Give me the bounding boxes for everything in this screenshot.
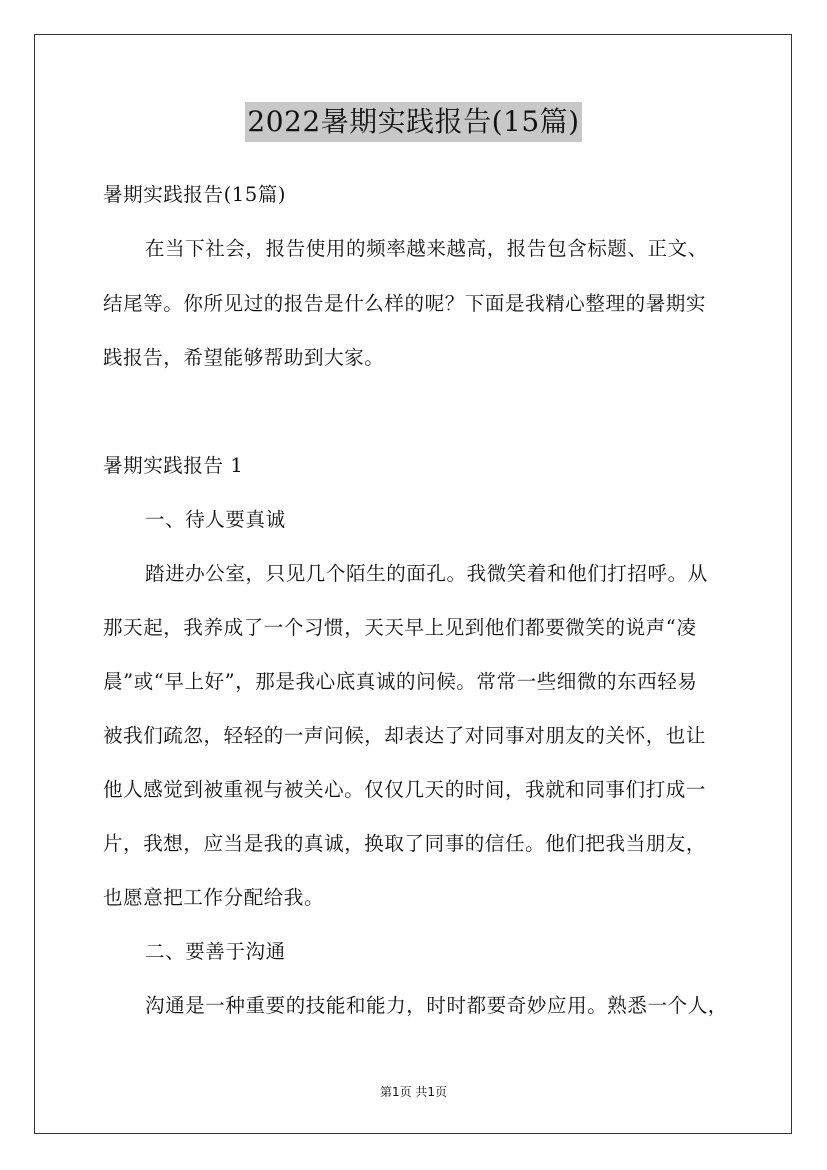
paragraph-1-line-6: 片，我想，应当是我的真诚，换取了同事的信任。他们把我当朋友， xyxy=(103,832,707,855)
paragraph-2-line-1: 沟通是一种重要的技能和能力，时时都要奇妙应用。熟悉一个人， xyxy=(145,994,728,1017)
paragraph-1-line-3: 晨”或“早上好”，那是我心底真诚的问候。常常一些细微的东西轻易 xyxy=(103,670,698,693)
document-title-wrap xyxy=(0,102,827,142)
intro-line-2: 结尾等。你所见过的报告是什么样的呢？下面是我精心整理的暑期实 xyxy=(103,292,707,315)
heading-1: 一、待人要真诚 xyxy=(145,508,286,531)
intro-line-3: 践报告，希望能够帮助到大家。 xyxy=(103,346,385,369)
paragraph-1-line-4: 被我们疏忽，轻轻的一声问候，却表达了对同事对朋友的关怀，也让 xyxy=(103,724,707,747)
paragraph-1-line-7: 也愿意把工作分配给我。 xyxy=(103,886,325,909)
page-footer: 第1页 共1页 xyxy=(379,1085,448,1099)
paragraph-1-line-5: 他人感觉到被重视与被关心。仅仅几天的时间，我就和同事们打成一 xyxy=(103,778,707,801)
intro-line-1: 在当下社会，报告使用的频率越来越高，报告包含标题、正文、 xyxy=(145,237,708,260)
paragraph-1-line-2: 那天起，我养成了一个习惯，天天早上见到他们都要微笑的说声“凌 xyxy=(103,616,697,639)
document-title: 2022暑期实践报告(15篇) xyxy=(245,102,581,142)
document-subtitle: 暑期实践报告(15篇) xyxy=(103,183,287,206)
section-heading: 暑期实践报告 1 xyxy=(103,454,244,477)
paragraph-1-line-1: 踏进办公室，只见几个陌生的面孔。我微笑着和他们打招呼。从 xyxy=(145,562,708,585)
heading-2: 二、要善于沟通 xyxy=(145,940,286,963)
